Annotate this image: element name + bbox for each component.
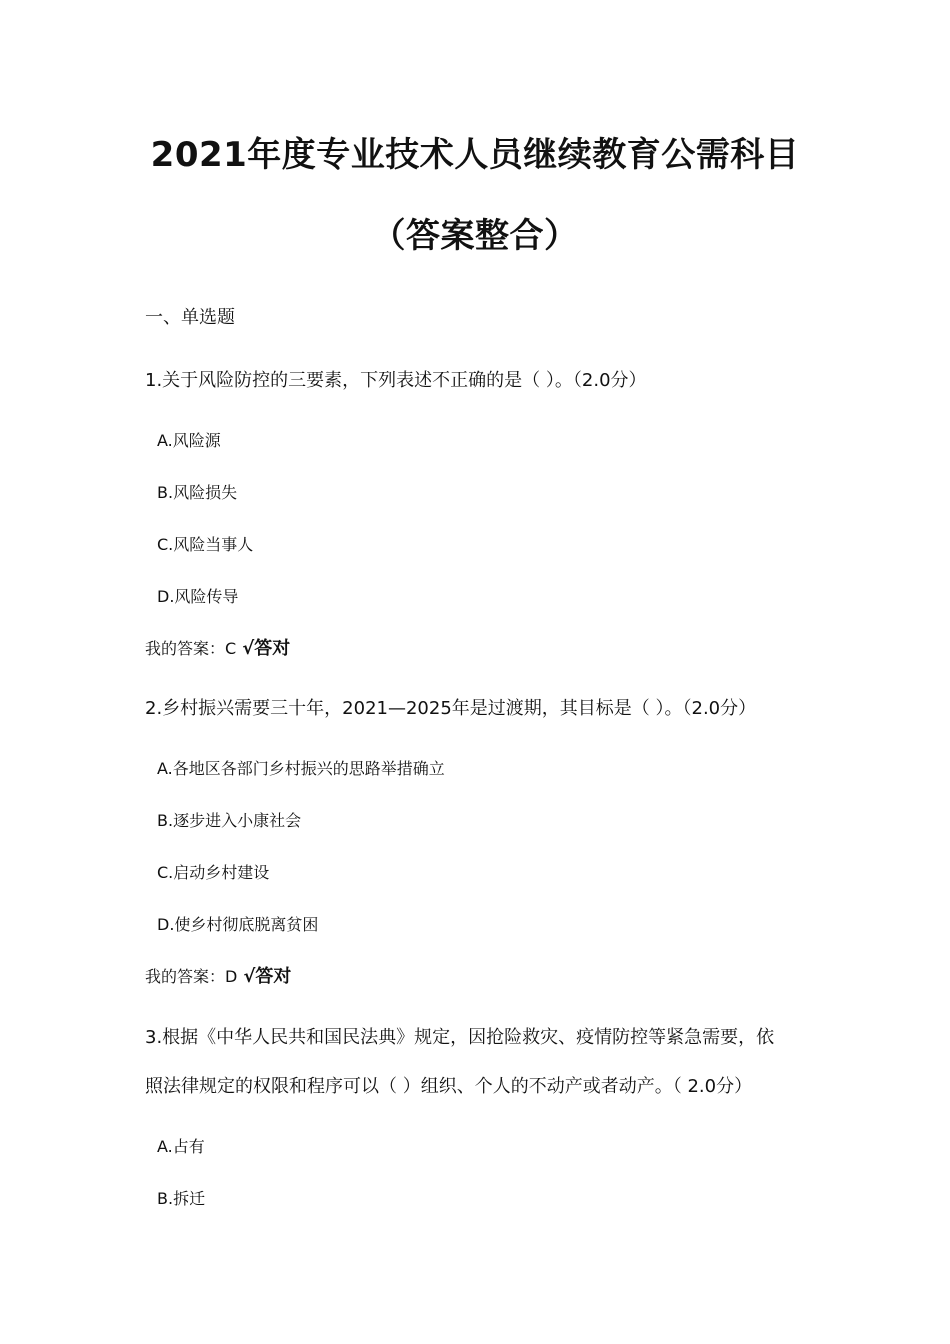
document-title-line-1: 2021年度专业技术人员继续教育公需科目 xyxy=(150,135,800,175)
section-heading: 一、单选题 xyxy=(145,307,235,328)
question-1-option-d: D.风险传导 xyxy=(157,587,239,606)
question-2-option-b: B.逐步进入小康社会 xyxy=(157,811,302,830)
question-2-option-c: C.启动乡村建设 xyxy=(157,863,270,882)
question-2-answer xyxy=(145,962,291,988)
question-2-option-a: A.各地区各部门乡村振兴的思路举措确立 xyxy=(157,759,445,778)
question-2-text: 2.乡村振兴需要三十年，2021—2025年是过渡期，其目标是（ ）。（2.0分） xyxy=(145,698,757,719)
question-2-option-d: D.使乡村彻底脱离贫困 xyxy=(157,915,319,934)
question-1-answer xyxy=(145,634,290,660)
question-1-option-b: B.风险损失 xyxy=(157,483,238,502)
question-2-answer-prefix: 我的答案：D xyxy=(145,967,238,986)
question-3-option-b: B.拆迁 xyxy=(157,1189,206,1208)
question-1-text: 1.关于风险防控的三要素，下列表述不正确的是（ ）。（2.0分） xyxy=(145,370,647,391)
question-1-answer-mark: √答对 xyxy=(242,638,291,659)
document-title-line-2: （答案整合） xyxy=(371,216,579,256)
question-2-answer-mark: √答对 xyxy=(243,966,292,987)
question-1-option-a: A.风险源 xyxy=(157,431,221,450)
question-3-option-a: A.占有 xyxy=(157,1137,205,1156)
question-3-text-line-1: 3.根据《中华人民共和国民法典》规定，因抢险救灾、疫情防控等紧急需要，依 xyxy=(145,1027,775,1048)
question-1-option-c: C.风险当事人 xyxy=(157,535,254,554)
question-1-answer-prefix: 我的答案：C xyxy=(145,639,237,658)
question-3-text-line-2: 照法律规定的权限和程序可以（ ）组织、个人的不动产或者动产。（ 2.0分） xyxy=(145,1076,753,1097)
